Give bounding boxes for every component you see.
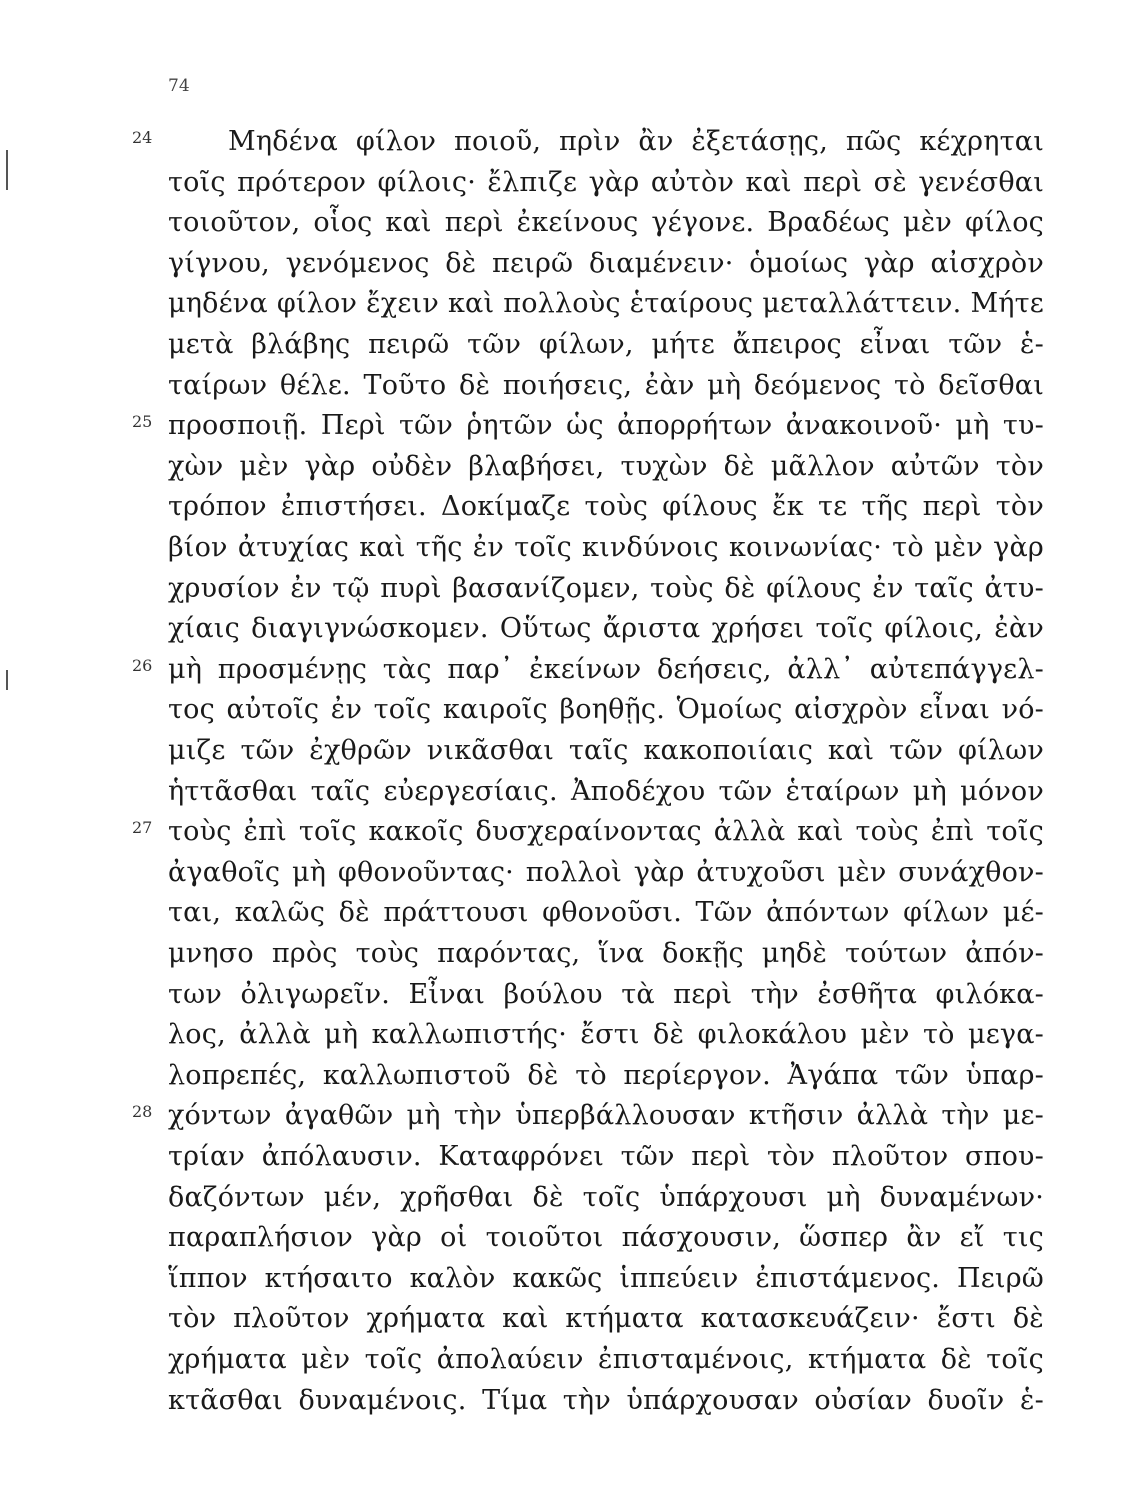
text-line: τρόπον ἐπιστήσει. Δοκίμαζε τοὺς φίλους ἔκ τε τῆς περὶ τὸν — [168, 491, 1044, 523]
text-line: ἡττᾶσθαι ταῖς εὐεργεσίαις. Ἀποδέχου τῶν ἑταίρων μὴ μόνον — [168, 775, 1044, 807]
section-number: 26 — [132, 655, 153, 675]
section-number: 25 — [132, 412, 153, 432]
text-line: ἀγαθοῖς μὴ φθονοῦντας· πολλοὶ γὰρ ἀτυχοῦσι μὲν συνάχθον- — [168, 856, 1044, 888]
section-number: 27 — [132, 818, 153, 838]
text-line: κτᾶσθαι δυναμένοις. Τίμα τὴν ὑπάρχουσαν οὐσίαν δυοῖν ἑ- — [168, 1384, 1044, 1416]
text-line: τρίαν ἀπόλαυσιν. Καταφρόνει τῶν περὶ τὸν πλοῦτον σπου- — [168, 1141, 1044, 1172]
text-line: χίαις διαγιγνώσκομεν. Οὕτως ἄριστα χρήσει τοῖς φίλοις, ἐὰν — [168, 613, 1044, 645]
text-line: χρήματα μὲν τοῖς ἀπολαύειν ἐπισταμένοις, κτήματα δὲ τοῖς — [168, 1344, 1044, 1375]
text-line: ταίρων θέλε. Τοῦτο δὲ ποιήσεις, ἐὰν μὴ δεόμενος τὸ δεῖσθαι — [168, 369, 1044, 401]
text-line: τοῖς πρότερον φίλοις· ἔλπιζε γὰρ αὐτὸν καὶ περὶ σὲ γενέσθαι — [168, 166, 1044, 198]
section-number: 24 — [132, 128, 153, 147]
text-line: μιζε τῶν ἐχθρῶν νικᾶσθαι ταῖς κακοποιίαις καὶ τῶν φίλων — [168, 735, 1044, 766]
text-line: Μηδένα φίλον ποιοῦ, πρὶν ἂν ἐξετάσῃς, πῶς κέχρηται — [228, 126, 1044, 157]
text-line: μηδένα φίλον ἔχειν καὶ πολλοὺς ἑταίρους μεταλλάττειν. Μήτε — [168, 288, 1044, 320]
left-edge-mark-bottom — [6, 670, 8, 690]
text-line: τὸν πλοῦτον χρήματα καὶ κτήματα κατασκευάζειν· ἔστι δὲ — [168, 1303, 1044, 1335]
text-line: των ὀλιγωρεῖν. Εἶναι βούλου τὰ περὶ τὴν ἐσθῆτα φιλόκα- — [168, 978, 1044, 1010]
left-edge-mark-top — [6, 150, 8, 190]
text-line: χὼν μὲν γὰρ οὐδὲν βλαβήσει, τυχὼν δὲ μᾶλλον αὐτῶν τὸν — [168, 450, 1044, 482]
text-line: λος, ἀλλὰ μὴ καλλωπιστής· ἔστι δὲ φιλοκάλου μὲν τὸ μεγα- — [168, 1019, 1044, 1051]
text-line: ται, καλῶς δὲ πράττουσι φθονοῦσι. Τῶν ἀπόντων φίλων μέ- — [168, 897, 1044, 929]
text-line: τοὺς ἐπὶ τοῖς κακοῖς δυσχεραίνοντας ἀλλὰ καὶ τοὺς ἐπὶ τοῖς — [168, 816, 1044, 848]
text-line: γίγνου, γενόμενος δὲ πειρῶ διαμένειν· ὁμοίως γὰρ αἰσχρὸν — [168, 247, 1044, 279]
text-line: τος αὐτοῖς ἐν τοῖς καιροῖς βοηθῇς. Ὁμοίως αἰσχρὸν εἶναι νό- — [168, 694, 1044, 726]
page-number: 74 — [168, 76, 190, 96]
text-line: μὴ προσμένῃς τὰς παρ᾽ ἐκείνων δεήσεις, ἀλλ᾽ αὐτεπάγγελ- — [168, 653, 1044, 685]
text-line: χρυσίον ἐν τῷ πυρὶ βασανίζομεν, τοὺς δὲ φίλους ἐν ταῖς ἀτυ- — [168, 572, 1044, 604]
text-line: λοπρεπές, καλλωπιστοῦ δὲ τὸ περίεργον. Ἀγάπα τῶν ὑπαρ- — [168, 1059, 1044, 1091]
text-line: παραπλήσιον γὰρ οἱ τοιοῦτοι πάσχουσιν, ὥσπερ ἂν εἴ τις — [168, 1222, 1044, 1254]
text-line: προσποιῇ. Περὶ τῶν ῥητῶν ὡς ἀπορρήτων ἀνακοινοῦ· μὴ τυ- — [168, 410, 1044, 442]
text-line: τοιοῦτον, οἷος καὶ περὶ ἐκείνους γέγονε. Βραδέως μὲν φίλος — [168, 207, 1044, 239]
text-line: ἵππον κτήσαιτο καλὸν κακῶς ἱππεύειν ἐπιστάμενος. Πειρῶ — [168, 1262, 1044, 1294]
text-line: μνησο πρὸς τοὺς παρόντας, ἵνα δοκῇς μηδὲ τούτων ἀπόν- — [168, 938, 1044, 969]
text-line: δαζόντων μέν, χρῆσθαι δὲ τοῖς ὑπάρχουσι μὴ δυναμένων· — [168, 1181, 1044, 1213]
text-line: βίον ἀτυχίας καὶ τῆς ἐν τοῖς κινδύνοις κοινωνίας· τὸ μὲν γὰρ — [168, 532, 1044, 563]
text-line: μετὰ βλάβης πειρῶ τῶν φίλων, μήτε ἄπειρος εἶναι τῶν ἑ- — [168, 329, 1044, 360]
section-number: 28 — [132, 1102, 153, 1122]
text-line: χόντων ἀγαθῶν μὴ τὴν ὑπερβάλλουσαν κτῆσιν ἀλλὰ τὴν με- — [168, 1100, 1044, 1132]
